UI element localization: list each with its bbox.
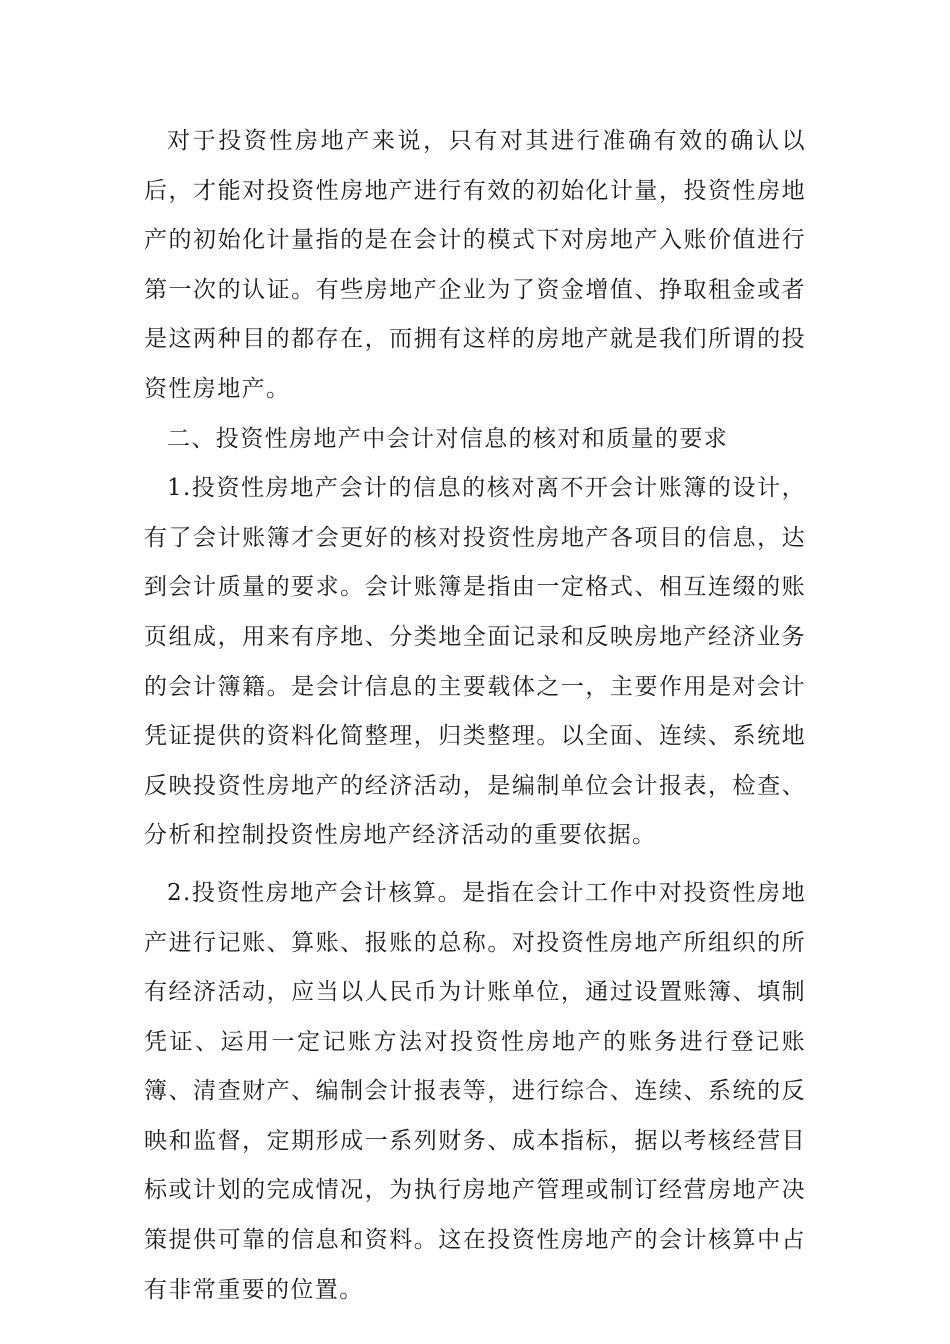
document-body [144,117,806,1315]
paragraph-item-1: 1.投资性房地产会计的信息的核对离不开会计账簿的设计，有了会计账簿才会更好的核对投资性房地产各项目的信息，达到会计质量的要求。会计账簿是指由一定格式、相互连缀的账页组成，用来有序地、分类地全面记录和反映房地产经济业务的会计簿籍。是会计信息的主要载体之一，主要作用是对会计凭证提供的资料化简整理，归类整理。以全面、连续、系统地反映投资性房地产的经济活动，是编制单位会计报表，检查、分析和控制投资性房地产经济活动的重要依据。 [144,475,806,849]
section-heading: 二、投资性房地产中会计对信息的核对和质量的要求 [167,425,729,452]
paragraph-spacer [144,861,806,869]
paragraph-item-2: 2.投资性房地产会计核算。是指在会计工作中对投资性房地产进行记账、算账、报账的总称。对投资性房地产所组织的所有经济活动，应当以人民币为计账单位，通过设置账簿、填制凭证、运用一定记账方法对投资性房地产的账务进行登记账簿、清查财产、编制会计报表等，进行综合、连续、系统的反映和监督，定期形成一系列财务、成本指标，据以考核经营目标或计划的完成情况，为执行房地产管理或制订经营房地产决策提供可靠的信息和资料。这在投资性房地产的会计核算中占有非常重要的位置。 [144,879,806,1303]
paragraph-intro: 对于投资性房地产来说，只有对其进行准确有效的确认以后，才能对投资性房地产进行有效的初始化计量，投资性房地产的初始化计量指的是在会计的模式下对房地产入账价值进行第一次的认证。有些房地产企业为了资金增值、挣取租金或者是这两种目的都存在，而拥有这样的房地产就是我们所谓的投资性房地产。 [144,128,806,402]
